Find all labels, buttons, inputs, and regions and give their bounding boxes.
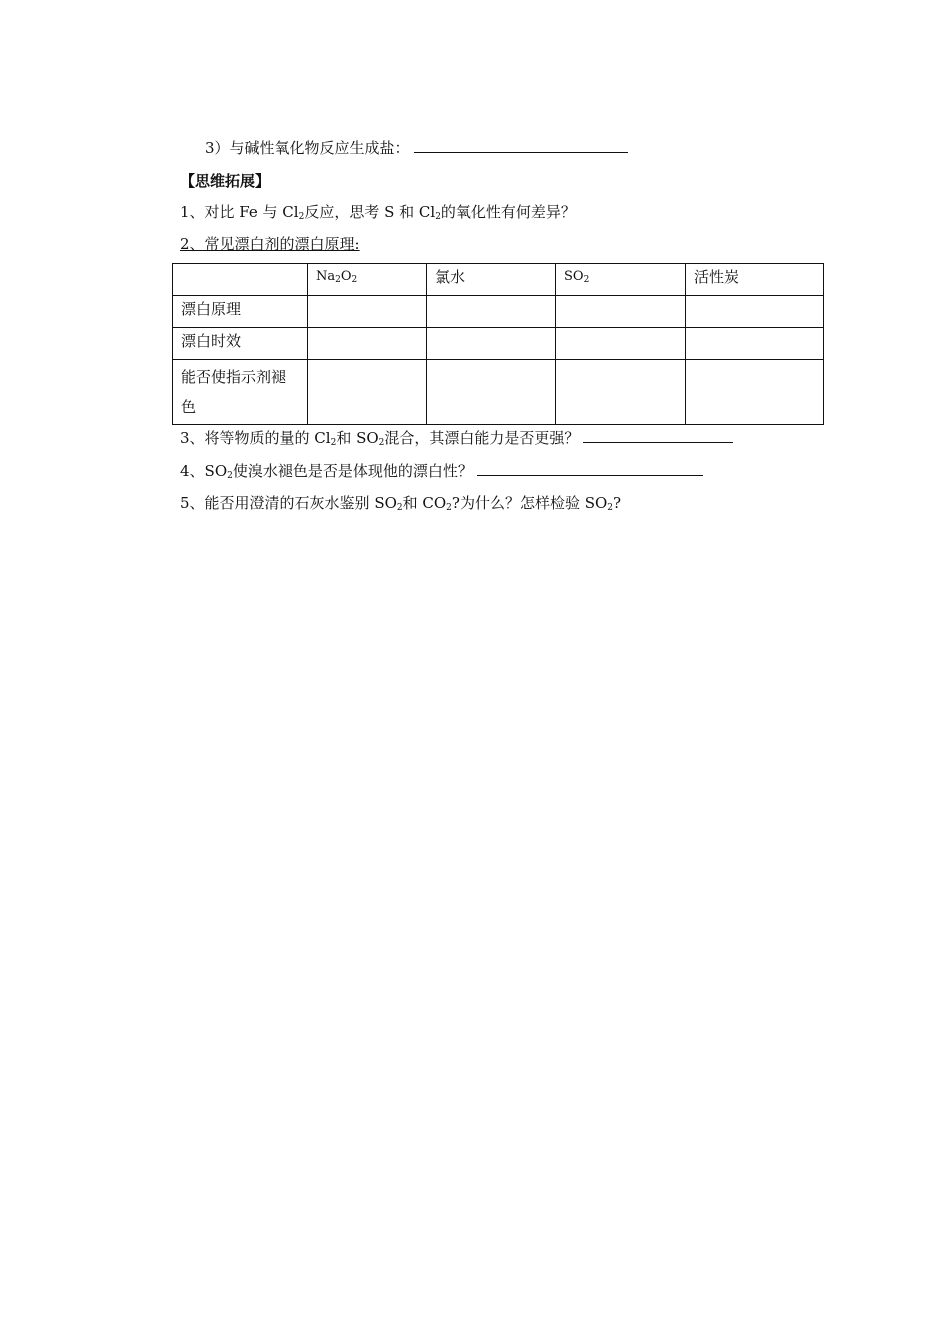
answer-cell[interactable] [427, 296, 556, 328]
table-row [173, 296, 824, 328]
question-5: 5、能否用澄清的石灰水鉴别 $SO_2$和 $CO_2$?为什么？怎样检验 $SO_2$? [180, 494, 622, 513]
row-label-duration: 漂白时效 [173, 328, 308, 360]
table-header-activated-carbon: 活性炭 [686, 264, 824, 296]
answer-blank[interactable] [583, 428, 733, 443]
answer-cell[interactable] [556, 296, 686, 328]
question-4: 4、$SO_2$使溴水褪色是否是体现他的漂白性？ [180, 461, 703, 481]
table-row [173, 328, 824, 360]
question-prev-3-text: 3）与碱性氧化物反应生成盐： [205, 139, 410, 157]
table-header-chlorine-water: 氯水 [427, 264, 556, 296]
answer-cell[interactable] [556, 328, 686, 360]
row-label-principle: 漂白原理 [173, 296, 308, 328]
question-prev-3 [205, 138, 628, 158]
table-header-row [173, 264, 824, 296]
table-header-so2: $SO_2$ [556, 264, 686, 296]
answer-cell[interactable] [308, 328, 427, 360]
question-1: 1、对比 Fe 与 $Cl_2$反应，思考 S 和 $Cl_2$的氧化性有何差异？ [180, 203, 576, 222]
table-row [173, 360, 824, 425]
answer-cell[interactable] [427, 360, 556, 425]
table-header-empty [173, 264, 308, 296]
bleaching-agents-table [172, 263, 824, 425]
answer-cell[interactable] [556, 360, 686, 425]
answer-cell[interactable] [427, 328, 556, 360]
answer-cell[interactable] [308, 296, 427, 328]
section-heading: 【思维拓展】 [180, 172, 271, 190]
question-2-heading: 2、常见漂白剂的漂白原理: [180, 235, 360, 253]
row-label-indicator: 能否使指示剂褪色 [173, 360, 308, 425]
answer-cell[interactable] [686, 296, 824, 328]
answer-cell[interactable] [686, 360, 824, 425]
answer-cell[interactable] [686, 328, 824, 360]
table-header-na2o2: $Na_2O_2$ [308, 264, 427, 296]
question-3: 3、将等物质的量的 $Cl_2$和 $SO_2$混合，其漂白能力是否更强？ [180, 428, 733, 448]
answer-blank[interactable] [477, 461, 703, 476]
answer-cell[interactable] [308, 360, 427, 425]
answer-blank[interactable] [414, 138, 628, 153]
